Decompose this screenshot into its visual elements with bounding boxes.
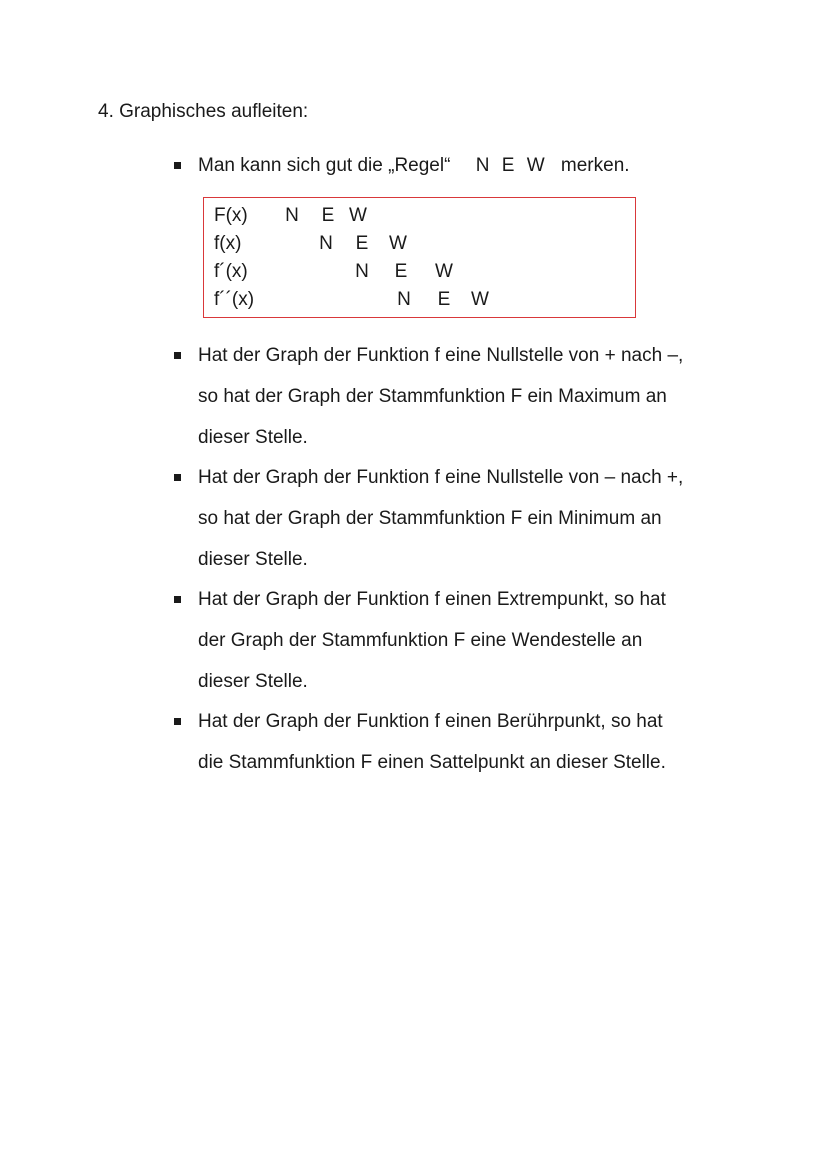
bullet-paragraph	[198, 457, 758, 580]
table-letter: E	[321, 205, 335, 226]
row-label-f-prime: f´(x)	[214, 261, 248, 282]
bullet-marker	[174, 474, 181, 481]
new-rule-inline	[476, 155, 637, 177]
paragraph-line: dieser Stelle.	[198, 427, 308, 448]
paragraph-line: so hat der Graph der Stammfunktion F ein Maximum an	[198, 386, 667, 407]
table-letter: E	[437, 289, 451, 310]
bullet-marker	[174, 718, 181, 725]
table-letter: E	[355, 233, 369, 254]
bullet-marker	[174, 352, 181, 359]
row-label-F: F(x)	[214, 205, 248, 226]
table-letter: W	[435, 261, 453, 282]
paragraph-line: der Graph der Stammfunktion F eine Wendestelle an	[198, 630, 643, 651]
rule-letter-n: N	[475, 155, 490, 176]
bullet-paragraph	[198, 579, 758, 702]
paragraph-line: Hat der Graph der Funktion f eine Nullstelle von – nach +,	[198, 467, 684, 488]
table-letter: W	[471, 289, 489, 310]
bullet-marker	[174, 596, 181, 603]
paragraph-line: die Stammfunktion F einen Sattelpunkt an dieser Stelle.	[198, 752, 666, 773]
paragraph-line: dieser Stelle.	[198, 549, 308, 570]
table-letter: W	[349, 205, 367, 226]
bullet-marker	[174, 162, 181, 169]
table-letter: N	[355, 261, 369, 282]
bullet-paragraph	[198, 701, 758, 783]
paragraph-line: dieser Stelle.	[198, 671, 308, 692]
table-letter: E	[394, 261, 408, 282]
table-letter: N	[397, 289, 411, 310]
row-label-f-double-prime: f´´(x)	[214, 289, 255, 310]
new-rule-table	[203, 197, 636, 318]
row-label-f: f(x)	[214, 233, 242, 254]
paragraph-line: Hat der Graph der Funktion f einen Berührpunkt, so hat	[198, 711, 663, 732]
intro-bullet	[198, 155, 637, 177]
rule-letter-e: E	[501, 155, 515, 176]
bullet-paragraph	[198, 335, 758, 458]
paragraph-line: Hat der Graph der Funktion f einen Extrempunkt, so hat	[198, 589, 666, 610]
paragraph-line: Hat der Graph der Funktion f eine Nullstelle von + nach –,	[198, 345, 684, 366]
table-letter: N	[285, 205, 299, 226]
intro-suffix: merken.	[560, 155, 630, 176]
paragraph-line: so hat der Graph der Stammfunktion F ein Minimum an	[198, 508, 662, 529]
rule-letter-w: W	[526, 155, 545, 176]
table-letter: W	[389, 233, 407, 254]
table-letter: N	[319, 233, 333, 254]
section-heading: 4. Graphisches aufleiten:	[98, 101, 309, 122]
intro-text: Man kann sich gut die „Regel“	[198, 155, 451, 176]
